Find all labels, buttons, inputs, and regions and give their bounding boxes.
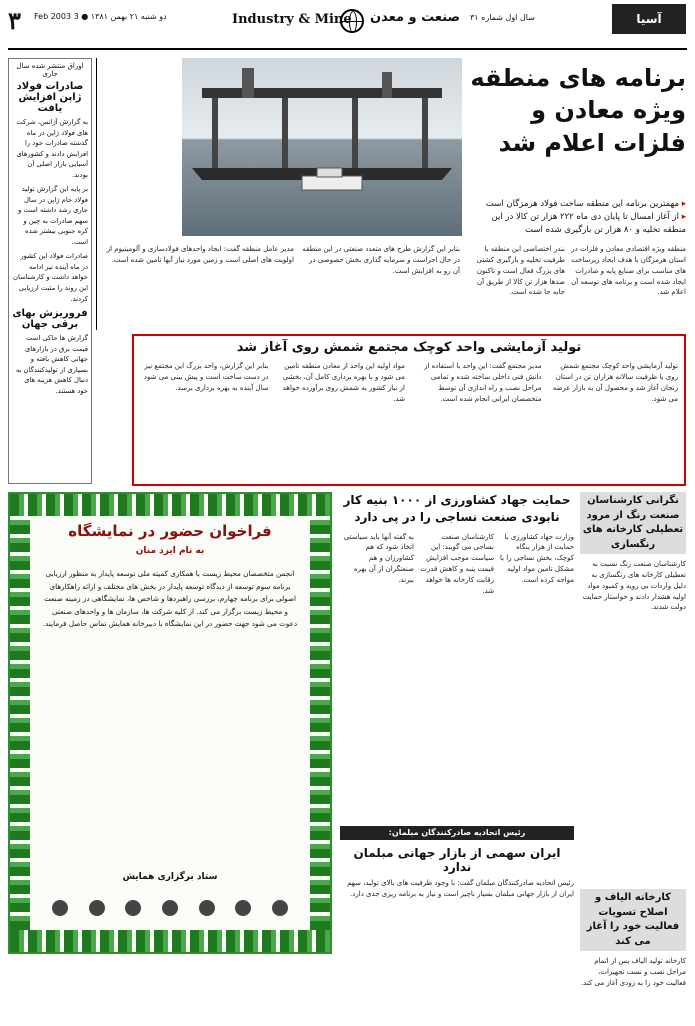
sidebar-para: به گزارش آژانس، شرکت های فولاد ژاپن در ماه گذشته صادرات خود را افزایش دادند و کشورهای آسیایی بازار اصلی آن بودند. xyxy=(16,118,88,179)
article-column: مدیر عامل منطقه گفت: ایجاد واحدهای فولادسازی و آلومینیوم از اولویت های اصلی است و زمین مورد نیاز آنها تامین شده است. xyxy=(106,245,294,264)
feature-column: مدیر مجتمع گفت: این واحد با استفاده از دانش فنی داخلی ساخته شده و تمامی مراحل نصب و راه اندازی آن توسط متخصصان ایرانی انجام شده است. xyxy=(424,362,542,403)
port-photo xyxy=(182,58,462,236)
feature-column: مواد اولیه این واحد از معادن منطقه تامین می شود و با بهره برداری کامل آن، بخشی از نیاز کشور به شمش روی برآورده خواهد شد. xyxy=(282,362,405,403)
feature-column: تولید آزمایشی واحد کوچک مجتمع شمش روی با ظرفیت سالانه هزاران تن در استان زنجان آغاز شد و محصول آن به بازار عرضه می شود. xyxy=(552,362,678,403)
headline-bullets xyxy=(468,198,686,236)
furniture-article-body: رئیس اتحادیه صادرکنندگان مبلمان گفت: با وجود ظرفیت های بالای تولید، سهم ایران از بازار جهانی مبلمان بسیار ناچیز است و نیاز به برنامه ریزی جدی دارد. xyxy=(347,879,574,898)
leaf-border-left xyxy=(10,516,30,930)
leaf-border-top xyxy=(10,494,330,516)
textile-article-column: وزارت جهاد کشاورزی با حمایت از هزار بنگاه کوچک، بخش نساجی را با مشکل تامین مواد اولیه مواجه کرده است. xyxy=(500,532,574,584)
date-line: دو شنبه ۲۱ بهمن ۱۳۸۱ ● 3 Feb 2003 xyxy=(34,12,167,21)
main-headline: برنامه های منطقه ویژه معادن و فلزات اعلام شد xyxy=(470,64,686,157)
furniture-article xyxy=(340,842,574,968)
textile-article xyxy=(340,492,574,822)
left-sidebar xyxy=(8,58,92,484)
sidebar-para: گزارش ها حاکی است قیمت برق در بازارهای جهانی کاهش یافته و بسیاری از تولیدکنندگان به دنبال کاهش هزینه های خود هستند. xyxy=(15,334,88,395)
ad-subtitle: به نام ایزد منان xyxy=(135,546,205,556)
sidebar-title-1: صادرات فولاد ژاپن افزایش یافت xyxy=(16,81,84,114)
article-column: منطقه ویژه اقتصادی معادن و فلزات در استان هرمزگان با هدف ایجاد زیرساخت های مناسب برای صنایع پایه و صادرات ایجاد شده است و برنامه های توسعه آن اعلام شد. xyxy=(571,245,686,297)
bullet-2: ▸ از آغاز امسال تا پایان دی ماه ۲۲۲ هزار تن کالا در این منطقه تخلیه و ۸۰ هزار تن بارگیری شده است xyxy=(468,211,686,237)
leaf-border-right xyxy=(310,516,330,930)
feature-box xyxy=(132,334,686,486)
sidebar-title-2: فروریزش بهای برقی جهان xyxy=(12,308,88,331)
sponsor-logo-icon xyxy=(89,900,105,916)
ad-signature: ستاد برگزاری همایش xyxy=(122,872,218,882)
fiber-article-title: کارخانه الیاف و اصلاح تسویات فعالیت خود را آغاز می کند xyxy=(580,889,686,951)
sidebar-para: صادرات فولاد این کشور در ماه آینده نیز ادامه خواهد داشت و کارشناسان این روند را مثبت ارزیابی کردند. xyxy=(13,252,88,303)
article-column: بندر اختصاصی این منطقه با ظرفیت تخلیه و بارگیری کشتی های بزرگ فعال است و تاکنون صدها هزار تن کالا از طریق آن جابه جا شده است. xyxy=(476,245,565,297)
textile-article-title: حمایت جهاد کشاورزی از ۱۰۰۰ بنیه کار نابودی صنعت نساجی را در پی دارد xyxy=(343,493,571,524)
ad-title: فراخوان حضور در نمایشگاه xyxy=(68,522,272,540)
feature-title: تولید آزمایشی واحد کوچک مجتمع شمش روی آغاز شد xyxy=(236,340,582,355)
sidebar-para: بر پایه این گزارش تولید فولاد خام ژاپن در سال جاری رشد داشته است و سهم صادرات به چین و کره جنوبی بیشتر شده است. xyxy=(18,185,88,246)
leaf-border-bottom xyxy=(10,930,330,952)
exhibition-ad xyxy=(8,492,332,954)
furniture-article-title: ایران سهمی از بازار جهانی مبلمان ندارد xyxy=(353,846,561,874)
ad-body: انجمن متخصصان محیط زیست با همکاری کمیته ملی توسعه پایدار به منظور ارزیابی برنامه سوم توسعه از دیدگاه توسعه پایدار در بخش های مختلف و ارائه راهکارهای اصولی برای برنامه چهارم، بررسی راهبردها و شاخص ها، نمایشگاهی در زمینه صنعت و محیط زیست برگزار می کند. از کلیه شرکت ها، سازمان ها و واحدهای صنعتی دعوت می شود جهت حضور در این نمایشگاه با دبیرخانه همایش تماس حاصل فرمایند. xyxy=(42,569,298,629)
feature-column: بنابر این گزارش، واحد بزرگ این مجتمع نیز در دست ساخت است و پیش بینی می شود سال آینده به بهره برداری برسد. xyxy=(143,362,269,392)
paint-article-title: نگرانی کارشناسان صنعت رنگ از مرود تعطیلی کارخانه های رنگسازی xyxy=(580,492,686,554)
sponsor-logo-icon xyxy=(272,900,288,916)
section-title-fa: صنعت و معدن xyxy=(370,10,461,25)
globe-icon xyxy=(340,9,364,33)
fiber-article-body: کارخانه تولید الیاف پس از اتمام مراحل نصب و تست تجهیزات، فعالیت خود را به زودی آغاز می کند. xyxy=(580,957,686,987)
page-number: ۳ xyxy=(8,6,21,35)
section-title-en: Industry & Mine xyxy=(232,12,352,27)
furniture-kicker: رئیس اتحادیه صادرکنندگان مبلمان: xyxy=(340,826,574,840)
volume-info: سال اول شماره ۳۱ xyxy=(470,13,535,22)
sponsor-logo-icon xyxy=(125,900,141,916)
textile-article-column: کارشناسان صنعت نساجی می گویند: این سیاست موجب افزایش قیمت پنبه و کاهش قدرت رقابت کارخانه ها خواهد شد. xyxy=(420,532,494,595)
textile-article-column: به گفته آنها باید سیاستی اتخاذ شود که هم کشاورزان و هم صنعتگران از آن بهره ببرند. xyxy=(343,532,414,584)
sponsor-logo-icon xyxy=(52,900,68,916)
sponsor-logo-icon xyxy=(235,900,251,916)
port-crane-illustration xyxy=(182,58,462,236)
column-divider xyxy=(96,58,97,330)
sponsor-logo-icon xyxy=(199,900,215,916)
newspaper-logo: آسیا xyxy=(612,4,686,34)
right-column xyxy=(580,492,686,1026)
paint-article-body: کارشناسان صنعت رنگ نسبت به تعطیلی کارخانه های رنگسازی به دلیل واردات بی رویه و کمبود مواد اولیه هشدار دادند و خواستار حمایت دولت شدند. xyxy=(582,560,686,612)
sponsor-logos xyxy=(42,892,298,924)
bullet-1: ▸ مهمترین برنامه این منطقه ساخت فولاد هرمزگان است xyxy=(468,198,686,211)
sidebar-kicker: اوراق منتشر شده سال جاری xyxy=(16,62,84,78)
article-column: بنابر این گزارش طرح های متعدد صنعتی در این منطقه در حال اجراست و سرمایه گذاری بخش خصوصی در آن رو به افزایش است. xyxy=(302,245,460,275)
sponsor-logo-icon xyxy=(162,900,178,916)
